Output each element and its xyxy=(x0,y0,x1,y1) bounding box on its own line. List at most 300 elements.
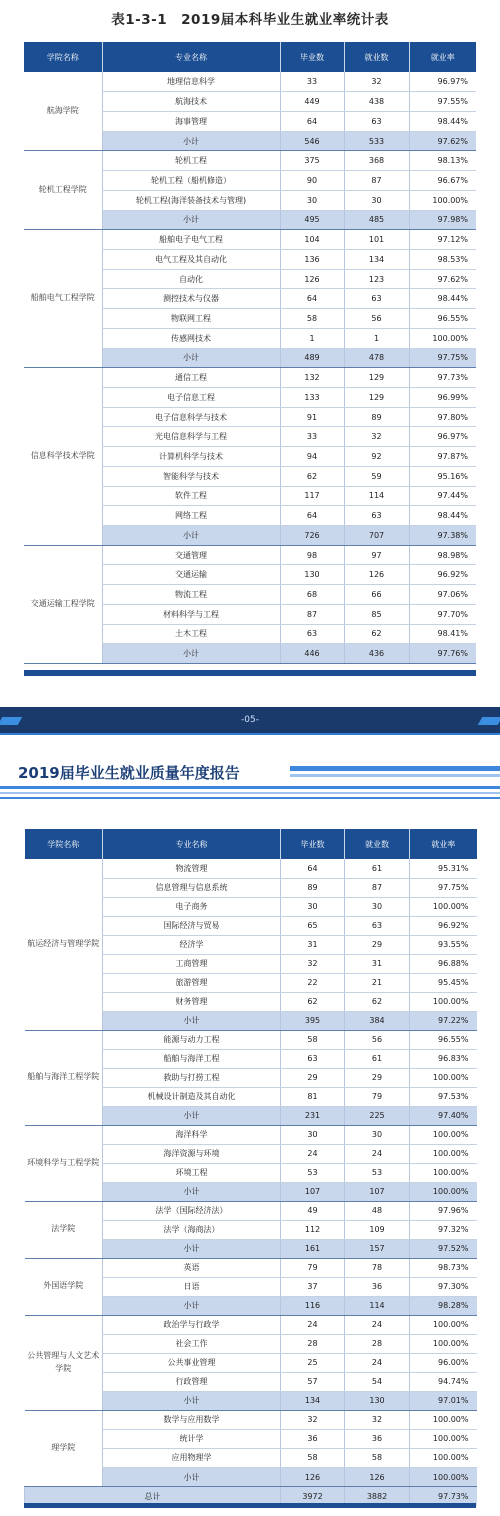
table-row xyxy=(25,1258,477,1277)
employment-rate: 97.96% xyxy=(410,1201,477,1220)
employment-rate: 100.00% xyxy=(410,992,477,1011)
employment-rate: 96.97% xyxy=(409,72,476,92)
table-bottom-bar xyxy=(24,670,476,676)
employed-count: 436 xyxy=(344,644,409,664)
employment-rate: 97.44% xyxy=(409,486,476,506)
employment-rate: 98.13% xyxy=(409,151,476,171)
major-name: 信息管理与信息系统 xyxy=(103,878,281,897)
major-name: 社会工作 xyxy=(103,1334,281,1353)
employment-rate: 97.73% xyxy=(409,368,476,388)
college-name: 信息科学技术学院 xyxy=(24,368,102,545)
employed-count: 62 xyxy=(344,624,409,644)
major-name: 自动化 xyxy=(102,269,280,289)
graduates-count: 33 xyxy=(280,427,344,447)
table-row xyxy=(24,545,476,565)
graduates-count: 726 xyxy=(280,526,344,546)
major-name: 电子信息科学与技术 xyxy=(102,407,280,427)
graduates-count: 117 xyxy=(280,486,344,506)
graduates-count: 63 xyxy=(281,1049,345,1068)
major-name: 小计 xyxy=(103,1391,281,1410)
employment-rate: 93.55% xyxy=(410,935,477,954)
employed-count: 478 xyxy=(344,348,409,368)
graduates-count: 58 xyxy=(281,1448,345,1467)
graduates-count: 1 xyxy=(280,328,344,348)
major-name: 小计 xyxy=(102,210,280,230)
employed-count: 31 xyxy=(345,954,410,973)
major-name: 地理信息科学 xyxy=(102,72,280,92)
graduates-count: 495 xyxy=(280,210,344,230)
employed-count: 1 xyxy=(344,328,409,348)
employment-rate: 96.67% xyxy=(409,171,476,191)
major-name: 智能科学与技术 xyxy=(102,466,280,486)
employment-rate: 98.53% xyxy=(409,249,476,269)
employment-rate: 100.00% xyxy=(410,1125,477,1144)
employment-rate: 97.38% xyxy=(409,526,476,546)
employment-rate: 96.00% xyxy=(410,1353,477,1372)
graduates-count: 395 xyxy=(281,1011,345,1030)
graduates-count: 36 xyxy=(281,1429,345,1448)
table-row xyxy=(25,1125,477,1144)
graduates-count: 90 xyxy=(280,171,344,191)
graduates-count: 161 xyxy=(281,1239,345,1258)
graduates-count: 87 xyxy=(280,604,344,624)
employed-count: 32 xyxy=(344,72,409,92)
major-name: 小计 xyxy=(103,1011,281,1030)
employment-rate: 97.12% xyxy=(409,230,476,250)
graduates-count: 49 xyxy=(281,1201,345,1220)
employed-count: 30 xyxy=(345,1125,410,1144)
table-row xyxy=(25,1410,477,1429)
employment-rate: 98.44% xyxy=(409,289,476,309)
graduates-count: 112 xyxy=(281,1220,345,1239)
employed-count: 126 xyxy=(345,1468,410,1487)
major-name: 机械设计制造及其自动化 xyxy=(103,1087,281,1106)
employed-count: 114 xyxy=(344,486,409,506)
employment-rate: 98.44% xyxy=(409,111,476,131)
major-name: 旅游管理 xyxy=(103,973,281,992)
major-name: 小计 xyxy=(102,526,280,546)
employed-count: 56 xyxy=(344,309,409,329)
table-row xyxy=(25,1030,477,1049)
graduates-count: 30 xyxy=(281,897,345,916)
major-name: 经济学 xyxy=(103,935,281,954)
table-row xyxy=(25,1201,477,1220)
employment-rate: 97.52% xyxy=(410,1239,477,1258)
employment-rate: 100.00% xyxy=(409,190,476,210)
graduates-count: 116 xyxy=(281,1296,345,1315)
major-name: 物联网工程 xyxy=(102,309,280,329)
header-graduates: 毕业数 xyxy=(281,829,345,859)
graduates-count: 94 xyxy=(280,447,344,467)
employed-count: 129 xyxy=(344,368,409,388)
total-employed: 3882 xyxy=(345,1487,410,1506)
employment-rate: 97.53% xyxy=(410,1087,477,1106)
major-name: 国际经济与贸易 xyxy=(103,916,281,935)
employed-count: 56 xyxy=(345,1030,410,1049)
employed-count: 485 xyxy=(344,210,409,230)
graduates-count: 126 xyxy=(281,1468,345,1487)
major-name: 小计 xyxy=(103,1106,281,1125)
employed-count: 36 xyxy=(345,1429,410,1448)
major-name: 材料科学与工程 xyxy=(102,604,280,624)
employed-count: 32 xyxy=(345,1410,410,1429)
major-name: 应用物理学 xyxy=(103,1448,281,1467)
major-name: 海洋资源与环境 xyxy=(103,1144,281,1163)
employed-count: 59 xyxy=(344,466,409,486)
graduates-count: 231 xyxy=(281,1106,345,1125)
major-name: 轮机工程 xyxy=(102,151,280,171)
employment-rate: 100.00% xyxy=(410,1468,477,1487)
employment-rate: 95.16% xyxy=(409,466,476,486)
employed-count: 48 xyxy=(345,1201,410,1220)
employed-count: 53 xyxy=(345,1163,410,1182)
college-name: 交通运输工程学院 xyxy=(24,545,102,663)
employed-count: 533 xyxy=(344,131,409,151)
employed-count: 126 xyxy=(344,565,409,585)
major-name: 电气工程及其自动化 xyxy=(102,249,280,269)
employment-rate: 96.83% xyxy=(410,1049,477,1068)
major-name: 软件工程 xyxy=(102,486,280,506)
employed-count: 225 xyxy=(345,1106,410,1125)
major-name: 法学（国际经济法） xyxy=(103,1201,281,1220)
employed-count: 114 xyxy=(345,1296,410,1315)
employed-count: 384 xyxy=(345,1011,410,1030)
employed-count: 62 xyxy=(345,992,410,1011)
major-name: 工商管理 xyxy=(103,954,281,973)
employment-rate: 98.44% xyxy=(409,506,476,526)
graduates-count: 91 xyxy=(280,407,344,427)
employed-count: 24 xyxy=(345,1315,410,1334)
employed-count: 54 xyxy=(345,1372,410,1391)
employed-count: 157 xyxy=(345,1239,410,1258)
header-college: 学院名称 xyxy=(25,829,103,859)
employment-rate: 100.00% xyxy=(410,1429,477,1448)
major-name: 小计 xyxy=(102,131,280,151)
table-row xyxy=(24,368,476,388)
major-name: 统计学 xyxy=(103,1429,281,1448)
employment-rate: 97.22% xyxy=(410,1011,477,1030)
graduates-count: 31 xyxy=(281,935,345,954)
title-stripe xyxy=(290,766,500,771)
major-name: 法学（海商法） xyxy=(103,1220,281,1239)
major-name: 计算机科学与技术 xyxy=(102,447,280,467)
employment-rate: 97.70% xyxy=(409,604,476,624)
header-stripe-thin xyxy=(0,797,500,799)
major-name: 轮机工程（船机修造） xyxy=(102,171,280,191)
employment-table-2019 xyxy=(24,42,476,664)
employment-rate: 100.00% xyxy=(410,1448,477,1467)
page-number: -05- xyxy=(241,715,259,725)
college-name: 航运经济与管理学院 xyxy=(25,859,103,1030)
major-name: 海事管理 xyxy=(102,111,280,131)
table-row xyxy=(24,72,476,92)
graduates-count: 64 xyxy=(280,506,344,526)
employed-count: 66 xyxy=(344,585,409,605)
header-employed: 就业数 xyxy=(345,829,410,859)
employment-rate: 100.00% xyxy=(410,1068,477,1087)
major-name: 通信工程 xyxy=(102,368,280,388)
employed-count: 129 xyxy=(344,388,409,408)
employment-rate: 100.00% xyxy=(410,1410,477,1429)
major-name: 小计 xyxy=(103,1239,281,1258)
major-name: 救助与打捞工程 xyxy=(103,1068,281,1087)
table-row xyxy=(24,230,476,250)
major-name: 海洋科学 xyxy=(103,1125,281,1144)
employment-rate: 96.97% xyxy=(409,427,476,447)
graduates-count: 65 xyxy=(281,916,345,935)
employment-rate: 95.31% xyxy=(410,859,477,878)
header-rate: 就业率 xyxy=(409,42,476,72)
report-title: 2019届毕业生就业质量年度报告 xyxy=(18,764,240,782)
employed-count: 36 xyxy=(345,1277,410,1296)
graduates-count: 28 xyxy=(281,1334,345,1353)
header-stripe-light xyxy=(0,792,500,794)
employment-rate: 100.00% xyxy=(410,897,477,916)
college-name: 法学院 xyxy=(25,1201,103,1258)
major-name: 财务管理 xyxy=(103,992,281,1011)
employed-count: 63 xyxy=(345,916,410,935)
major-name: 测控技术与仪器 xyxy=(102,289,280,309)
employed-count: 101 xyxy=(344,230,409,250)
employment-rate: 97.32% xyxy=(410,1220,477,1239)
college-name: 公共管理与人文艺术学院 xyxy=(25,1315,103,1410)
employed-count: 58 xyxy=(345,1448,410,1467)
major-name: 环境工程 xyxy=(103,1163,281,1182)
table-row xyxy=(25,1315,477,1334)
major-name: 光电信息科学与工程 xyxy=(102,427,280,447)
employed-count: 85 xyxy=(344,604,409,624)
graduates-count: 134 xyxy=(281,1391,345,1410)
table-bottom-bar xyxy=(24,1503,476,1508)
graduates-count: 132 xyxy=(280,368,344,388)
table-row xyxy=(25,859,477,878)
graduates-count: 81 xyxy=(281,1087,345,1106)
graduates-count: 62 xyxy=(280,466,344,486)
employed-count: 130 xyxy=(345,1391,410,1410)
employed-count: 92 xyxy=(344,447,409,467)
employed-count: 21 xyxy=(345,973,410,992)
major-name: 传感网技术 xyxy=(102,328,280,348)
employed-count: 61 xyxy=(345,859,410,878)
employment-rate: 97.75% xyxy=(409,348,476,368)
major-name: 英语 xyxy=(103,1258,281,1277)
table-title: 表1-3-1 2019届本科毕业生就业率统计表 xyxy=(111,12,389,28)
major-name: 物流工程 xyxy=(102,585,280,605)
major-name: 数学与应用数学 xyxy=(103,1410,281,1429)
employment-table-2019-continued xyxy=(24,829,477,1506)
table-header-row xyxy=(24,42,476,72)
graduates-count: 446 xyxy=(280,644,344,664)
major-name: 航海技术 xyxy=(102,92,280,112)
header-college: 学院名称 xyxy=(24,42,102,72)
graduates-count: 63 xyxy=(280,624,344,644)
college-name: 环境科学与工程学院 xyxy=(25,1125,103,1201)
employment-rate: 97.98% xyxy=(409,210,476,230)
major-name: 土木工程 xyxy=(102,624,280,644)
total-rate: 97.73% xyxy=(410,1487,477,1506)
graduates-count: 64 xyxy=(280,111,344,131)
graduates-count: 64 xyxy=(281,859,345,878)
graduates-count: 58 xyxy=(281,1030,345,1049)
graduates-count: 58 xyxy=(280,309,344,329)
employed-count: 109 xyxy=(345,1220,410,1239)
employment-rate: 97.62% xyxy=(409,269,476,289)
employment-rate: 97.75% xyxy=(410,878,477,897)
employment-rate: 95.45% xyxy=(410,973,477,992)
employed-count: 32 xyxy=(344,427,409,447)
graduates-count: 104 xyxy=(280,230,344,250)
employment-rate: 97.62% xyxy=(409,131,476,151)
graduates-count: 32 xyxy=(281,954,345,973)
employed-count: 28 xyxy=(345,1334,410,1353)
employed-count: 438 xyxy=(344,92,409,112)
graduates-count: 130 xyxy=(280,565,344,585)
employment-rate: 97.30% xyxy=(410,1277,477,1296)
major-name: 电子信息工程 xyxy=(102,388,280,408)
graduates-count: 136 xyxy=(280,249,344,269)
employed-count: 707 xyxy=(344,526,409,546)
graduates-count: 22 xyxy=(281,973,345,992)
employment-rate: 100.00% xyxy=(410,1163,477,1182)
employment-rate: 98.41% xyxy=(409,624,476,644)
major-name: 轮机工程(海洋装备技术与管理) xyxy=(102,190,280,210)
employed-count: 24 xyxy=(345,1353,410,1372)
college-name: 船舶与海洋工程学院 xyxy=(25,1030,103,1125)
graduates-count: 30 xyxy=(281,1125,345,1144)
table-row xyxy=(24,151,476,171)
employment-rate: 98.73% xyxy=(410,1258,477,1277)
employment-rate: 96.55% xyxy=(410,1030,477,1049)
header-stripe xyxy=(0,786,500,789)
graduates-count: 89 xyxy=(281,878,345,897)
major-name: 小计 xyxy=(103,1468,281,1487)
major-name: 船舶电子电气工程 xyxy=(102,230,280,250)
title-stripe-light xyxy=(290,774,500,777)
employment-rate: 96.92% xyxy=(410,916,477,935)
graduates-count: 25 xyxy=(281,1353,345,1372)
graduates-count: 30 xyxy=(280,190,344,210)
employment-rate: 100.00% xyxy=(410,1315,477,1334)
major-name: 交通管理 xyxy=(102,545,280,565)
employed-count: 63 xyxy=(344,506,409,526)
employed-count: 87 xyxy=(344,171,409,191)
employment-rate: 100.00% xyxy=(409,328,476,348)
header-rate: 就业率 xyxy=(410,829,477,859)
graduates-count: 98 xyxy=(280,545,344,565)
employment-rate: 98.98% xyxy=(409,545,476,565)
graduates-count: 24 xyxy=(281,1144,345,1163)
major-name: 小计 xyxy=(103,1296,281,1315)
employment-rate: 96.55% xyxy=(409,309,476,329)
employed-count: 63 xyxy=(344,289,409,309)
major-name: 能源与动力工程 xyxy=(103,1030,281,1049)
major-name: 交通运输 xyxy=(102,565,280,585)
major-name: 行政管理 xyxy=(103,1372,281,1391)
employed-count: 24 xyxy=(345,1144,410,1163)
college-name: 轮机工程学院 xyxy=(24,151,102,230)
header-major: 专业名称 xyxy=(103,829,281,859)
employment-rate: 97.01% xyxy=(410,1391,477,1410)
major-name: 小计 xyxy=(102,644,280,664)
header-employed: 就业数 xyxy=(344,42,409,72)
employment-rate: 94.74% xyxy=(410,1372,477,1391)
major-name: 网络工程 xyxy=(102,506,280,526)
employment-rate: 96.92% xyxy=(409,565,476,585)
employment-rate: 96.99% xyxy=(409,388,476,408)
employment-rate: 100.00% xyxy=(410,1144,477,1163)
graduates-count: 53 xyxy=(281,1163,345,1182)
major-name: 小计 xyxy=(103,1182,281,1201)
graduates-count: 375 xyxy=(280,151,344,171)
header-graduates: 毕业数 xyxy=(280,42,344,72)
employment-rate: 97.87% xyxy=(409,447,476,467)
major-name: 船舶与海洋工程 xyxy=(103,1049,281,1068)
employment-rate: 97.80% xyxy=(409,407,476,427)
graduates-count: 126 xyxy=(280,269,344,289)
graduates-count: 449 xyxy=(280,92,344,112)
employment-rate: 97.40% xyxy=(410,1106,477,1125)
employed-count: 97 xyxy=(344,545,409,565)
graduates-count: 32 xyxy=(281,1410,345,1429)
graduates-count: 62 xyxy=(281,992,345,1011)
employment-rate: 96.88% xyxy=(410,954,477,973)
college-name: 船舶电气工程学院 xyxy=(24,230,102,368)
graduates-count: 68 xyxy=(280,585,344,605)
graduates-count: 57 xyxy=(281,1372,345,1391)
employed-count: 134 xyxy=(344,249,409,269)
major-name: 电子商务 xyxy=(103,897,281,916)
employed-count: 123 xyxy=(344,269,409,289)
major-name: 日语 xyxy=(103,1277,281,1296)
employed-count: 368 xyxy=(344,151,409,171)
college-name: 外国语学院 xyxy=(25,1258,103,1315)
employment-rate: 97.06% xyxy=(409,585,476,605)
graduates-count: 489 xyxy=(280,348,344,368)
employed-count: 61 xyxy=(345,1049,410,1068)
major-name: 物流管理 xyxy=(103,859,281,878)
total-graduates: 3972 xyxy=(281,1487,345,1506)
graduates-count: 29 xyxy=(281,1068,345,1087)
employed-count: 78 xyxy=(345,1258,410,1277)
employment-rate: 97.76% xyxy=(409,644,476,664)
employment-rate: 97.55% xyxy=(409,92,476,112)
employment-rate: 98.28% xyxy=(410,1296,477,1315)
graduates-count: 64 xyxy=(280,289,344,309)
header-major: 专业名称 xyxy=(102,42,280,72)
employed-count: 79 xyxy=(345,1087,410,1106)
graduates-count: 33 xyxy=(280,72,344,92)
major-name: 公共事业管理 xyxy=(103,1353,281,1372)
major-name: 政治学与行政学 xyxy=(103,1315,281,1334)
total-label: 总计 xyxy=(25,1487,281,1506)
employed-count: 87 xyxy=(345,878,410,897)
employment-rate: 100.00% xyxy=(410,1334,477,1353)
employment-rate: 100.00% xyxy=(410,1182,477,1201)
employed-count: 29 xyxy=(345,1068,410,1087)
college-name: 航海学院 xyxy=(24,72,102,151)
employed-count: 89 xyxy=(344,407,409,427)
employed-count: 63 xyxy=(344,111,409,131)
employed-count: 107 xyxy=(345,1182,410,1201)
graduates-count: 546 xyxy=(280,131,344,151)
employed-count: 29 xyxy=(345,935,410,954)
major-name: 小计 xyxy=(102,348,280,368)
graduates-count: 24 xyxy=(281,1315,345,1334)
graduates-count: 37 xyxy=(281,1277,345,1296)
graduates-count: 79 xyxy=(281,1258,345,1277)
graduates-count: 133 xyxy=(280,388,344,408)
employed-count: 30 xyxy=(344,190,409,210)
